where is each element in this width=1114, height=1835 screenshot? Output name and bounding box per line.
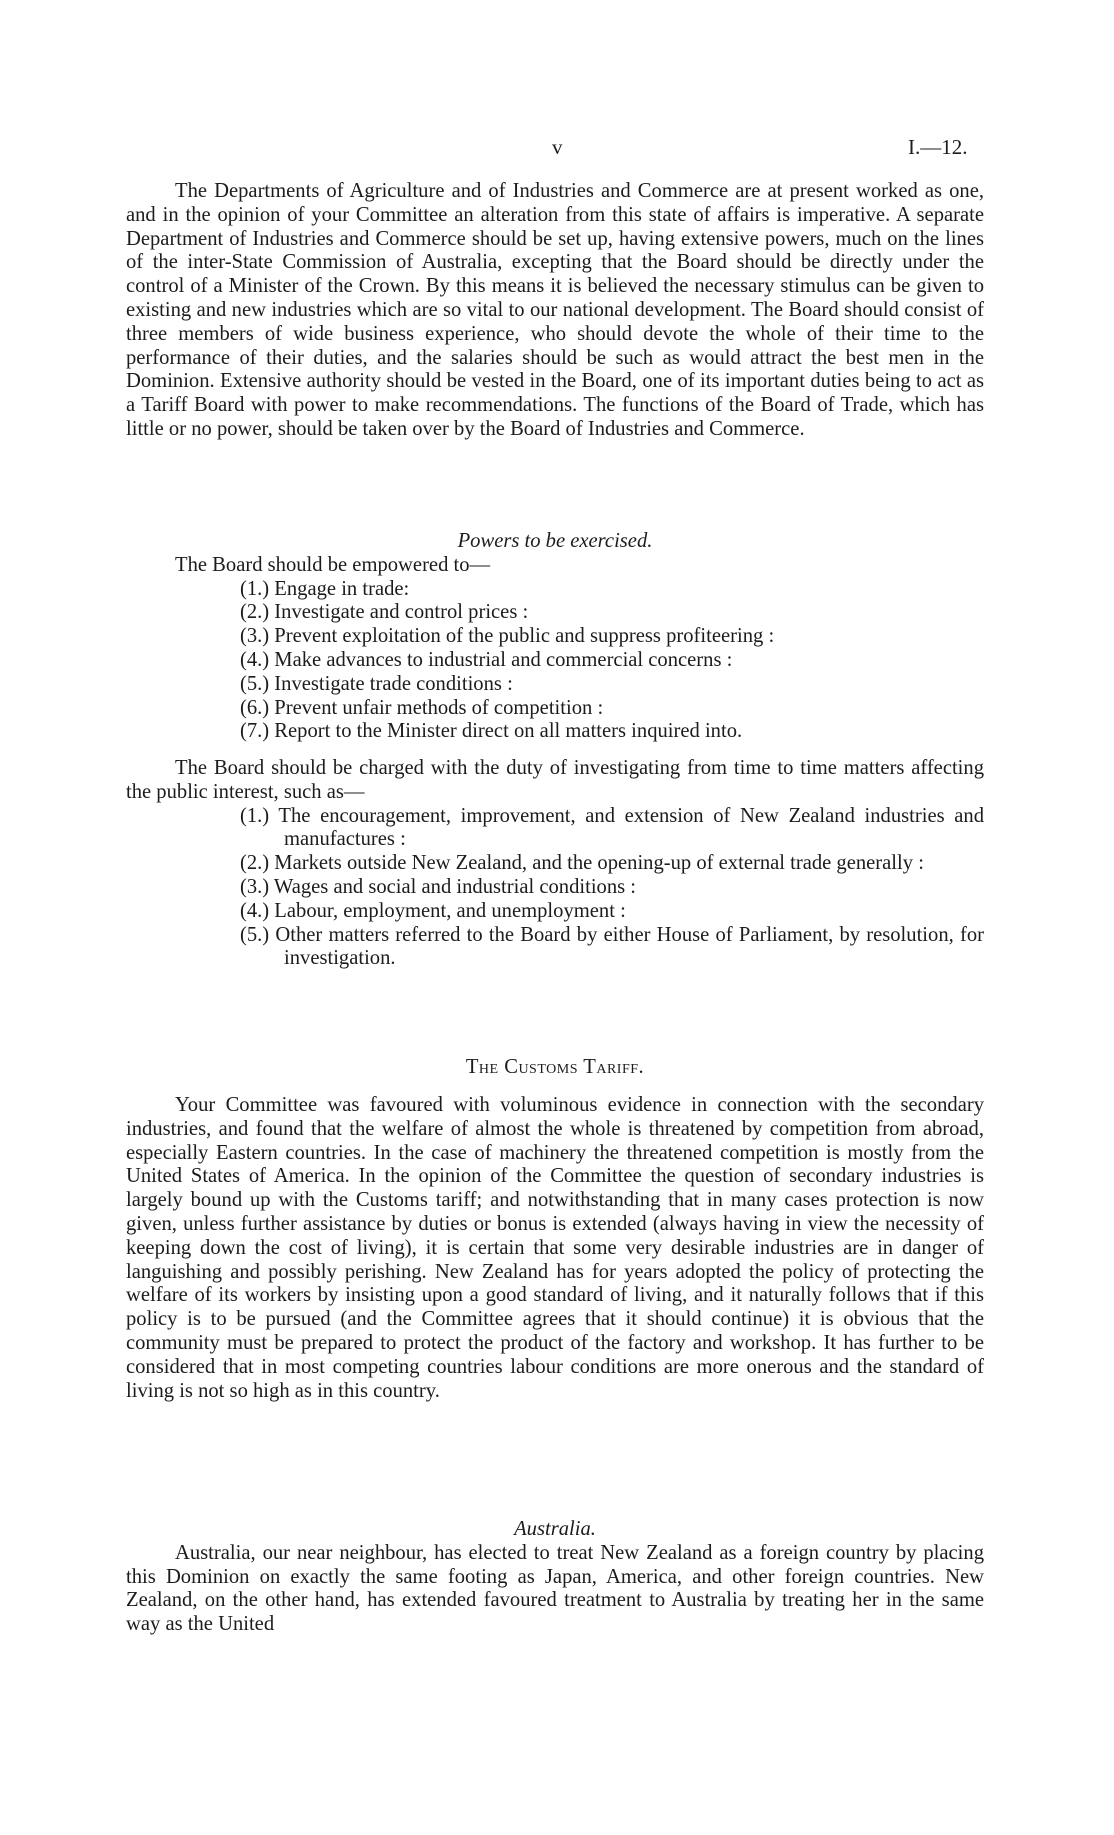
list-item: (4.) Labour, employment, and unemployment : (240, 899, 626, 922)
customs-section (126, 1056, 984, 1080)
powers-lead: The Board should be empowered to— (175, 553, 491, 576)
duties-lead: The Board should be charged with the duty of investigating from time to time matters affecting the public interest, such as— (126, 757, 984, 803)
customs-heading: The Customs Tariff. (465, 1056, 645, 1078)
document-reference: I.—12. (908, 135, 968, 159)
list-item: (4.) Make advances to industrial and commercial concerns : (240, 648, 733, 671)
list-item: (1.) The encouragement, improvement, and extension of New Zealand industries and manufactures : (240, 804, 984, 851)
powers-list (126, 578, 984, 745)
list-item: (6.) Prevent unfair methods of competition : (240, 696, 604, 719)
intro-section (126, 180, 984, 442)
customs-paragraph: Your Committee was favoured with voluminous evidence in connection with the secondary industries, and found that the welfare of almost the whole is threatened by competition from abroad, especially Eastern countries. In the case of machinery the threatened competition is mostly from the United States of America. In the opinion of the Committee the question of secondary industries is largely bound up with the Customs tariff; and notwithstanding that in many cases protection is now given, unless further assistance by duties or bonus is extended (always having in view the necessity of keeping down the cost of living), it is certain that some very desirable industries are in danger of languishing and possibly perishing. New Zealand has for years adopted the policy of protecting the welfare of its workers by insisting upon a good standard of living, and it naturally follows that if this policy is to be pursued (and the Committee agrees that it should continue) it is obvious that the community must be prepared to protect the product of the factory and workshop. It has further to be considered that in most competing countries labour conditions are more onerous and the standard of living is not so high as in this country. (126, 1094, 984, 1402)
list-item: (5.) Other matters referred to the Board by either House of Parliament, by resolution, for investigation. (240, 923, 984, 970)
list-item: (1.) Engage in trade: (240, 577, 410, 600)
powers-section (126, 530, 984, 744)
list-item: (3.) Prevent exploitation of the public and suppress profiteering : (240, 625, 775, 648)
australia-section (126, 1518, 984, 1637)
list-item: (5.) Investigate trade conditions : (240, 672, 513, 695)
customs-body (126, 1094, 984, 1403)
intro-paragraph: The Departments of Agriculture and of Industries and Commerce are at present worked as one, and in the opinion of your Committee an alteration from this state of affairs is imperative. A separate Department of Industries and Commerce should be set up, having extensive powers, much on the lines of the inter-State Commission of Australia, excepting that the Board should be directly under the control of a Minister of the Crown. By this means it is believed the necessary stimulus can be given to existing and new industries which are so vital to our national development. The Board should consist of three members of wide business experience, who should devote the whole of their time to the performance of their duties, and the salaries should be such as would attract the best men in the Dominion. Extensive authority should be vested in the Board, one of its important duties being to act as a Tariff Board with power to make recommendations. The functions of the Board of Trade, which has little or no power, should be taken over by the Board of Industries and Commerce. (126, 180, 984, 440)
duties-section (126, 757, 984, 971)
list-item: (7.) Report to the Minister direct on all matters inquired into. (240, 720, 743, 743)
list-item: (3.) Wages and social and industrial conditions : (240, 875, 637, 898)
powers-heading: Powers to be exercised. (457, 530, 653, 552)
duties-list (126, 805, 984, 972)
australia-paragraph: Australia, our near neighbour, has elected to treat New Zealand as a foreign country by placing this Dominion on exactly the same footing as Japan, America, and other foreign countries. New Zealand, on the other hand, has extended favoured treatment to Australia by treating her in the same way as the United (126, 1541, 984, 1636)
australia-heading: Australia. (514, 1518, 596, 1540)
list-item: (2.) Markets outside New Zealand, and the opening-up of external trade generally : (240, 852, 924, 875)
list-item: (2.) Investigate and control prices : (240, 601, 529, 624)
page-number-roman: v (552, 135, 563, 159)
